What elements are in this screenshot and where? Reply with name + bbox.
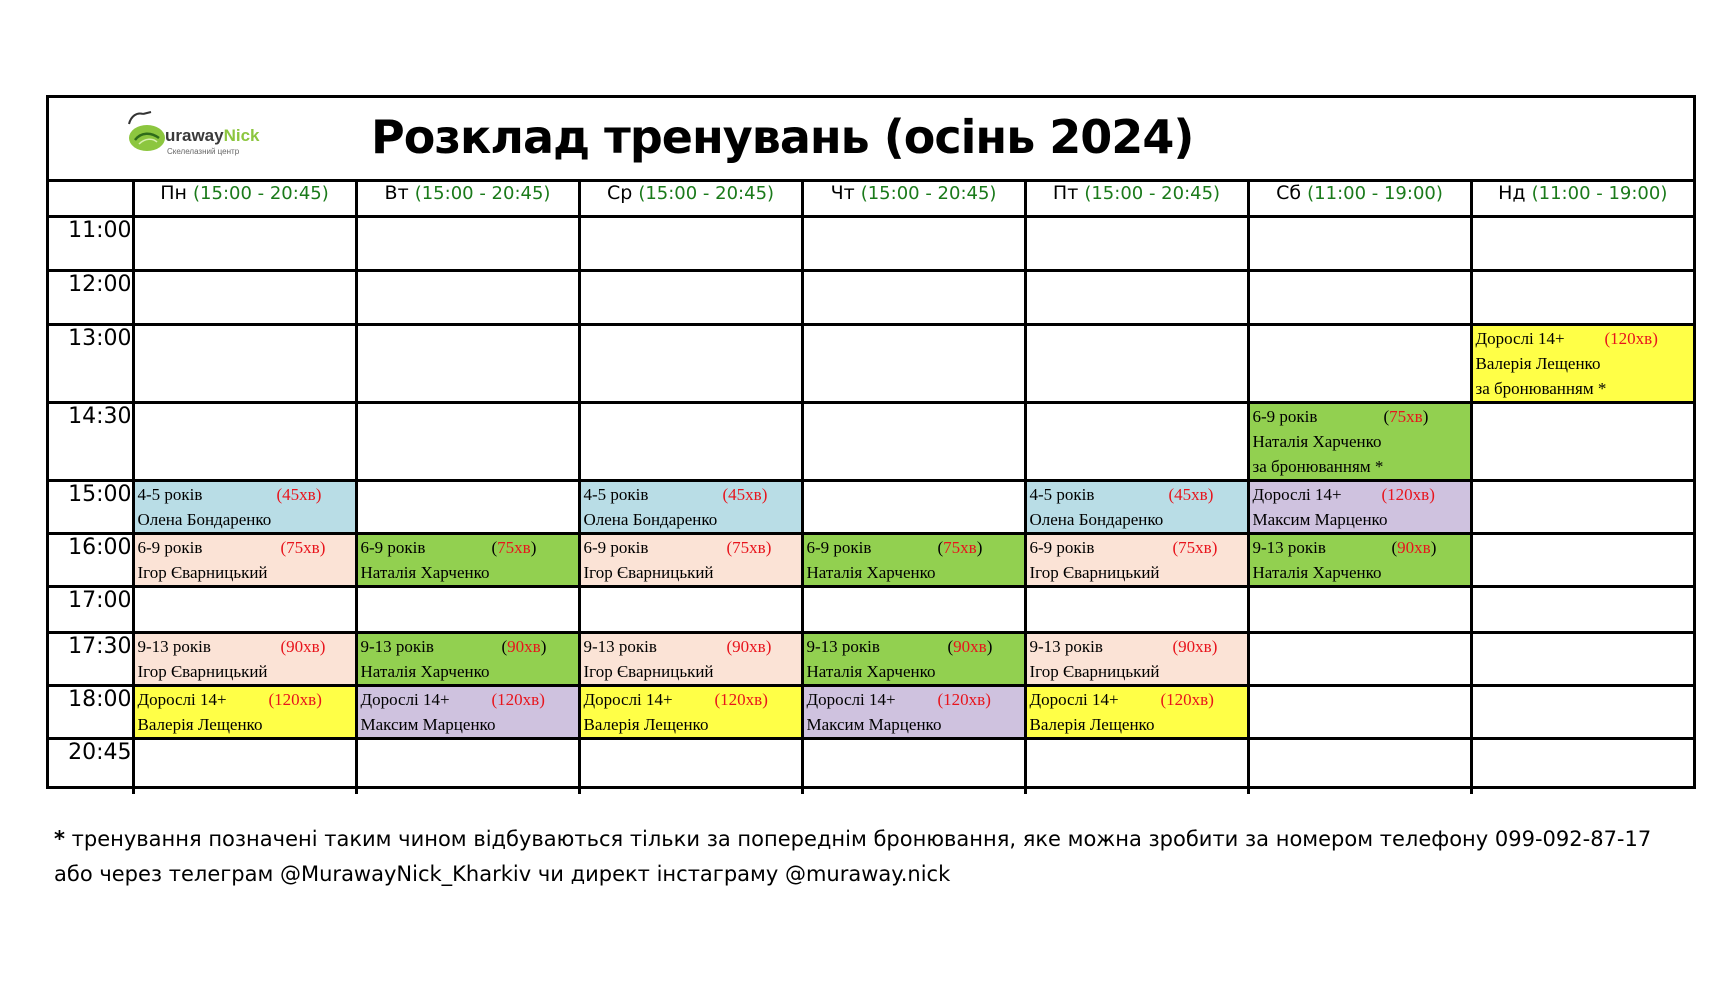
class-group: 4-5 років xyxy=(1029,485,1095,504)
class-cell xyxy=(356,633,579,686)
class-duration: (45хв) xyxy=(276,485,322,504)
day-header-thu: Чт (15:00 - 20:45) xyxy=(802,181,1025,217)
class-cell xyxy=(133,633,356,686)
class-block xyxy=(358,535,578,585)
class-duration: (75хв) xyxy=(726,538,772,557)
duration-value: 90хв xyxy=(507,637,541,656)
empty-cell xyxy=(356,481,579,534)
class-cell xyxy=(133,534,356,587)
empty-cell xyxy=(356,587,579,633)
class-group: 6-9 років xyxy=(1252,407,1318,426)
empty-cell xyxy=(802,271,1025,325)
class-duration: (120хв) xyxy=(937,690,991,709)
class-cell xyxy=(579,686,802,739)
class-duration: (90хв) xyxy=(1172,637,1218,656)
empty-cell xyxy=(133,403,356,481)
class-cell xyxy=(133,686,356,739)
class-group: 6-9 років xyxy=(1029,538,1095,557)
class-coach: Олена Бондаренко xyxy=(1029,510,1164,529)
class-group: 9-13 років xyxy=(1029,637,1103,656)
empty-cell xyxy=(579,739,802,794)
empty-cell xyxy=(133,217,356,271)
time-row xyxy=(49,686,1693,739)
schedule-table xyxy=(49,179,1693,794)
empty-cell xyxy=(1248,633,1471,686)
class-duration: (45хв) xyxy=(722,485,768,504)
empty-cell xyxy=(1248,217,1471,271)
class-block xyxy=(1027,535,1247,585)
empty-cell xyxy=(579,217,802,271)
class-block xyxy=(135,482,355,532)
class-cell xyxy=(802,686,1025,739)
class-coach: Валерія Лещенко xyxy=(1475,354,1601,373)
class-coach: Наталія Харченко xyxy=(1252,432,1382,451)
class-duration: (90хв) xyxy=(1391,538,1437,557)
time-row xyxy=(49,325,1693,403)
class-block xyxy=(1027,482,1247,532)
class-duration: (90хв) xyxy=(280,637,326,656)
empty-cell xyxy=(802,739,1025,794)
day-header-sun: Нд (11:00 - 19:00) xyxy=(1471,181,1693,217)
time-label: 13:00 xyxy=(49,325,133,403)
class-group: 4-5 років xyxy=(137,485,203,504)
class-group: Дорослі 14+ xyxy=(806,690,896,709)
class-cell xyxy=(1025,481,1248,534)
class-group: Дорослі 14+ xyxy=(583,690,673,709)
empty-cell xyxy=(579,325,802,403)
class-coach: Ігор Єварницький xyxy=(583,662,714,681)
title-row xyxy=(49,98,1693,182)
class-cell xyxy=(1025,633,1248,686)
time-label: 17:00 xyxy=(49,587,133,633)
duration-value: 75хв xyxy=(1389,407,1423,426)
empty-cell xyxy=(133,587,356,633)
corner-cell xyxy=(49,181,133,217)
empty-cell xyxy=(1471,217,1693,271)
class-cell xyxy=(133,481,356,534)
schedule-frame xyxy=(46,95,1696,789)
footnote-text: тренування позначені таким чином відбуваються тільки за попереднім бронювання, яке можна зробити за номером телефону 099-092-87-17 або через телеграм @MurawayNick_Kharkiv чи директ інстаграму @muraway.nick xyxy=(54,827,1652,886)
time-label: 15:00 xyxy=(49,481,133,534)
empty-cell xyxy=(1248,325,1471,403)
class-cell xyxy=(356,686,579,739)
class-group: 6-9 років xyxy=(360,538,426,557)
duration-value: 90хв xyxy=(1397,538,1431,557)
class-group: 9-13 років xyxy=(360,637,434,656)
class-coach: Олена Бондаренко xyxy=(583,510,718,529)
day-header-tue: Вт (15:00 - 20:45) xyxy=(356,181,579,217)
class-coach: Валерія Лещенко xyxy=(583,715,709,734)
class-block xyxy=(358,634,578,684)
class-booking-note: за бронюванням * xyxy=(1252,457,1384,476)
class-coach: Наталія Харченко xyxy=(360,563,490,582)
empty-cell xyxy=(1248,739,1471,794)
empty-cell xyxy=(802,217,1025,271)
footnote xyxy=(54,822,1694,892)
class-block xyxy=(135,687,355,737)
class-cell xyxy=(1025,534,1248,587)
class-duration: (120хв) xyxy=(714,690,768,709)
class-group: 6-9 років xyxy=(806,538,872,557)
class-cell xyxy=(579,534,802,587)
time-label: 16:00 xyxy=(49,534,133,587)
empty-cell xyxy=(579,587,802,633)
empty-cell xyxy=(1025,325,1248,403)
class-cell xyxy=(802,633,1025,686)
class-coach: Валерія Лещенко xyxy=(137,715,263,734)
class-block xyxy=(1027,687,1247,737)
class-group: 9-13 років xyxy=(137,637,211,656)
empty-cell xyxy=(1471,271,1693,325)
empty-cell xyxy=(1025,217,1248,271)
class-coach: Максим Марценко xyxy=(1252,510,1388,529)
class-booking-note: за бронюванням * xyxy=(1475,379,1607,398)
duration-value: 75хв xyxy=(497,538,531,557)
class-coach: Наталія Харченко xyxy=(1252,563,1382,582)
class-group: Дорослі 14+ xyxy=(1029,690,1119,709)
empty-cell xyxy=(1248,271,1471,325)
class-coach: Валерія Лещенко xyxy=(1029,715,1155,734)
footnote-star: * xyxy=(54,827,65,851)
class-block xyxy=(1250,482,1470,532)
duration-value: 75хв xyxy=(943,538,977,557)
empty-cell xyxy=(802,481,1025,534)
empty-cell xyxy=(802,325,1025,403)
empty-cell xyxy=(1471,587,1693,633)
empty-cell xyxy=(1471,534,1693,587)
class-duration: (75хв) xyxy=(491,538,537,557)
class-cell xyxy=(579,481,802,534)
class-duration: (45хв) xyxy=(1168,485,1214,504)
empty-cell xyxy=(1471,633,1693,686)
class-block xyxy=(1027,634,1247,684)
header-row xyxy=(49,181,1693,217)
class-coach: Ігор Єварницький xyxy=(1029,662,1160,681)
class-group: 4-5 років xyxy=(583,485,649,504)
time-row xyxy=(49,403,1693,481)
time-label: 14:30 xyxy=(49,403,133,481)
class-block xyxy=(804,535,1024,585)
empty-cell xyxy=(356,739,579,794)
class-group: Дорослі 14+ xyxy=(1475,329,1565,348)
day-header-fri: Пт (15:00 - 20:45) xyxy=(1025,181,1248,217)
class-group: Дорослі 14+ xyxy=(360,690,450,709)
class-cell xyxy=(356,534,579,587)
time-label: 11:00 xyxy=(49,217,133,271)
class-duration: (75хв) xyxy=(280,538,326,557)
day-header-wed: Ср (15:00 - 20:45) xyxy=(579,181,802,217)
time-row xyxy=(49,271,1693,325)
class-group: 6-9 років xyxy=(583,538,649,557)
class-duration: (90хв) xyxy=(501,637,547,656)
class-block xyxy=(804,687,1024,737)
time-row xyxy=(49,217,1693,271)
class-group: 9-13 років xyxy=(806,637,880,656)
class-coach: Наталія Харченко xyxy=(806,563,936,582)
class-block xyxy=(358,687,578,737)
class-block xyxy=(581,634,801,684)
class-duration: (120хв) xyxy=(1381,485,1435,504)
time-row xyxy=(49,534,1693,587)
empty-cell xyxy=(1471,739,1693,794)
class-duration: (90хв) xyxy=(947,637,993,656)
empty-cell xyxy=(133,325,356,403)
class-duration: (120хв) xyxy=(1160,690,1214,709)
time-row xyxy=(49,633,1693,686)
page-title: Розклад тренувань (осінь 2024) xyxy=(371,110,1194,164)
class-block xyxy=(581,687,801,737)
class-duration: (75хв) xyxy=(937,538,983,557)
class-coach: Ігор Єварницький xyxy=(137,662,268,681)
empty-cell xyxy=(1248,587,1471,633)
time-row xyxy=(49,739,1693,794)
empty-cell xyxy=(579,271,802,325)
class-coach: Олена Бондаренко xyxy=(137,510,272,529)
empty-cell xyxy=(133,739,356,794)
class-coach: Ігор Єварницький xyxy=(583,563,714,582)
empty-cell xyxy=(1025,403,1248,481)
empty-cell xyxy=(1025,739,1248,794)
class-group: 9-13 років xyxy=(1252,538,1326,557)
class-cell xyxy=(1248,534,1471,587)
empty-cell xyxy=(1471,481,1693,534)
empty-cell xyxy=(1248,686,1471,739)
class-group: Дорослі 14+ xyxy=(137,690,227,709)
class-block xyxy=(135,634,355,684)
class-block xyxy=(1250,535,1470,585)
class-cell xyxy=(1248,481,1471,534)
empty-cell xyxy=(1471,686,1693,739)
class-block xyxy=(1473,326,1694,401)
class-group: 9-13 років xyxy=(583,637,657,656)
class-block xyxy=(581,482,801,532)
empty-cell xyxy=(1471,403,1693,481)
empty-cell xyxy=(356,271,579,325)
empty-cell xyxy=(356,403,579,481)
empty-cell xyxy=(802,587,1025,633)
class-group: Дорослі 14+ xyxy=(1252,485,1342,504)
class-duration: (120хв) xyxy=(491,690,545,709)
class-cell xyxy=(802,534,1025,587)
class-duration: (120хв) xyxy=(1604,329,1658,348)
class-duration: (120хв) xyxy=(268,690,322,709)
muraway-nick-logo xyxy=(117,108,260,170)
class-coach: Наталія Харченко xyxy=(360,662,490,681)
class-block xyxy=(581,535,801,585)
class-coach: Ігор Єварницький xyxy=(137,563,268,582)
class-cell xyxy=(579,633,802,686)
class-cell xyxy=(1471,325,1693,403)
empty-cell xyxy=(802,403,1025,481)
class-cell xyxy=(1025,686,1248,739)
day-header-mon: Пн (15:00 - 20:45) xyxy=(133,181,356,217)
empty-cell xyxy=(579,403,802,481)
duration-value: 90хв xyxy=(953,637,987,656)
class-coach: Наталія Харченко xyxy=(806,662,936,681)
class-block xyxy=(135,535,355,585)
empty-cell xyxy=(1025,271,1248,325)
time-label: 12:00 xyxy=(49,271,133,325)
class-cell xyxy=(1248,403,1471,481)
day-header-sat: Сб (11:00 - 19:00) xyxy=(1248,181,1471,217)
time-row xyxy=(49,481,1693,534)
class-coach: Максим Марценко xyxy=(806,715,942,734)
class-group: 6-9 років xyxy=(137,538,203,557)
class-coach: Максим Марценко xyxy=(360,715,496,734)
time-label: 20:45 xyxy=(49,739,133,794)
class-duration: (75хв) xyxy=(1383,407,1429,426)
time-label: 17:30 xyxy=(49,633,133,686)
empty-cell xyxy=(356,217,579,271)
empty-cell xyxy=(356,325,579,403)
empty-cell xyxy=(1025,587,1248,633)
time-row xyxy=(49,587,1693,633)
time-label: 18:00 xyxy=(49,686,133,739)
class-coach: Ігор Єварницький xyxy=(1029,563,1160,582)
logo-subtitle: Скелелазний центр xyxy=(167,147,240,156)
class-duration: (75хв) xyxy=(1172,538,1218,557)
empty-cell xyxy=(133,271,356,325)
class-block xyxy=(804,634,1024,684)
class-duration: (90хв) xyxy=(726,637,772,656)
logo-text: urawayNick xyxy=(165,126,260,145)
class-block xyxy=(1250,404,1470,479)
